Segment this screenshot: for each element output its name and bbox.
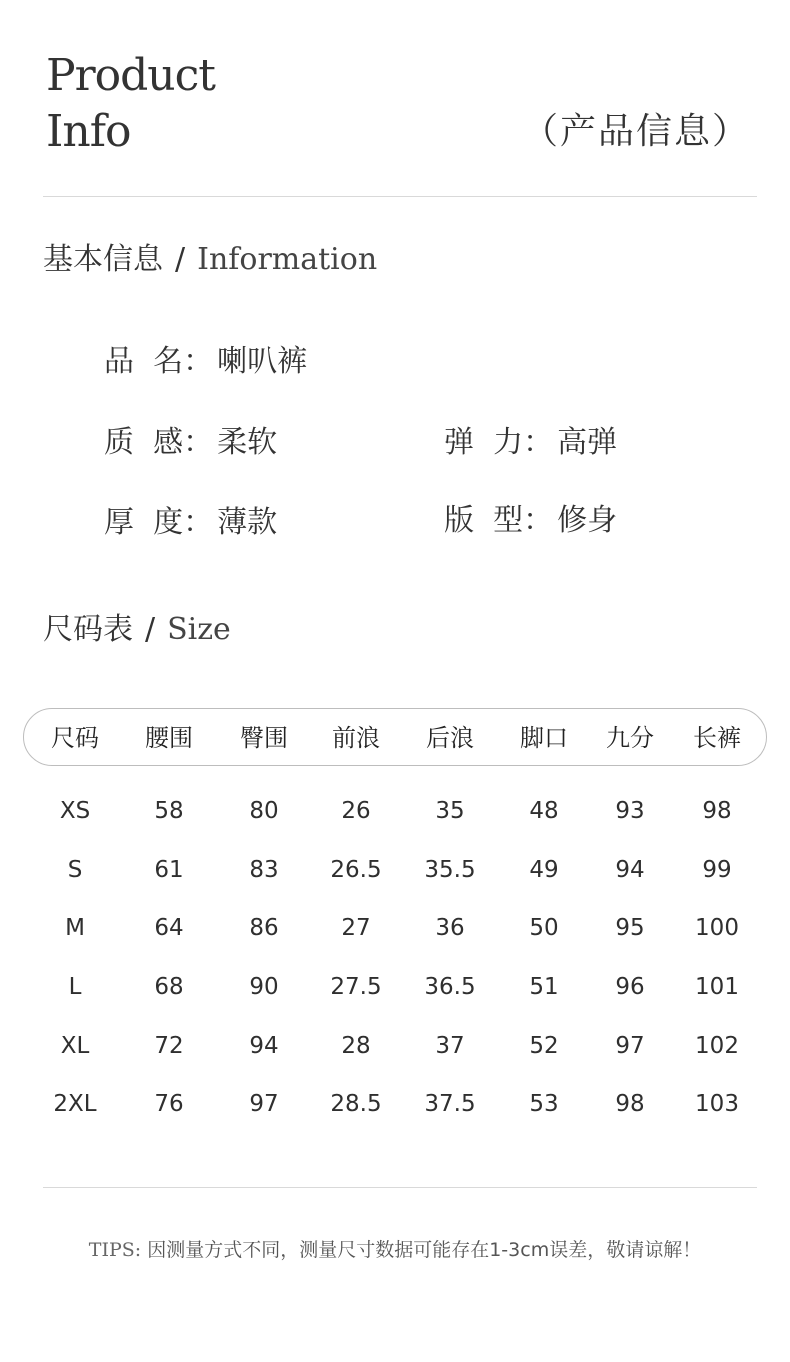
table-cell: 90 — [249, 974, 279, 1000]
info-value: 薄款 — [217, 505, 278, 540]
table-cell: 28.5 — [330, 1091, 382, 1117]
info-item-fit — [444, 501, 617, 541]
table-cell: 48 — [529, 798, 559, 824]
page-title-line-1: Product — [46, 50, 215, 101]
table-cell: 76 — [154, 1091, 184, 1117]
table-cell: 52 — [529, 1033, 559, 1059]
tips-text: 因测量方式不同，测量尺寸数据可能存在1-3cm误差，敬请谅解！ — [141, 1239, 702, 1261]
table-cell: 97 — [249, 1091, 279, 1117]
table-cell: 36 — [435, 915, 465, 941]
info-label: 版 型： — [444, 503, 554, 538]
table-header-cell: 九分 — [606, 724, 654, 752]
table-cell: 102 — [695, 1033, 739, 1059]
basic-info-separator: / — [175, 242, 186, 277]
table-cell: 35.5 — [424, 857, 476, 883]
table-header-cell: 前浪 — [332, 724, 380, 752]
info-label: 品 名： — [104, 344, 214, 379]
info-item-thickness — [104, 503, 277, 543]
table-cell: 98 — [615, 1091, 645, 1117]
tips-note — [0, 1237, 790, 1263]
table-cell: 96 — [615, 974, 645, 1000]
table-cell: 94 — [615, 857, 645, 883]
table-cell: 53 — [529, 1091, 559, 1117]
table-cell: 37 — [435, 1033, 465, 1059]
table-row-size-label: M — [65, 915, 85, 941]
table-row-size-label: 2XL — [53, 1091, 97, 1117]
table-header-cell: 后浪 — [426, 724, 474, 752]
table-row-size-label: S — [67, 857, 83, 883]
table-header-cell: 尺码 — [51, 724, 99, 752]
info-label: 厚 度： — [104, 505, 214, 540]
table-cell: 99 — [702, 857, 732, 883]
table-row-size-label: XS — [59, 798, 91, 824]
table-header-cell: 腰围 — [145, 724, 193, 752]
table-cell: 95 — [615, 915, 645, 941]
table-cell: 26 — [341, 798, 371, 824]
table-cell: 80 — [249, 798, 279, 824]
table-cell: 101 — [695, 974, 739, 1000]
table-cell: 27.5 — [330, 974, 382, 1000]
size-chart-separator: / — [145, 612, 156, 647]
table-cell: 103 — [695, 1091, 739, 1117]
table-cell: 94 — [249, 1033, 279, 1059]
table-row-size-label: XL — [60, 1033, 90, 1059]
table-cell: 58 — [154, 798, 184, 824]
page-title-en — [46, 48, 215, 160]
table-cell: 68 — [154, 974, 184, 1000]
table-cell: 37.5 — [424, 1091, 476, 1117]
table-header-cell: 脚口 — [520, 724, 568, 752]
info-label: 质 感： — [104, 425, 214, 460]
table-row-size-label: L — [68, 974, 82, 1000]
info-value: 修身 — [557, 503, 618, 538]
table-cell: 26.5 — [330, 857, 382, 883]
basic-info-heading — [43, 240, 377, 280]
info-value: 喇叭裤 — [217, 344, 308, 379]
info-item-name — [104, 342, 307, 382]
table-cell: 28 — [341, 1033, 371, 1059]
table-cell: 100 — [695, 915, 739, 941]
info-item-elasticity — [444, 423, 617, 463]
table-cell: 50 — [529, 915, 559, 941]
table-header-cell: 臀围 — [240, 724, 288, 752]
page-title-line-2: Info — [46, 106, 131, 157]
table-cell: 49 — [529, 857, 559, 883]
size-chart-title-en: Size — [167, 612, 231, 647]
table-cell: 35 — [435, 798, 465, 824]
size-chart-heading — [43, 610, 231, 650]
table-cell: 61 — [154, 857, 184, 883]
bottom-divider — [43, 1187, 757, 1188]
table-cell: 51 — [529, 974, 559, 1000]
info-value: 高弹 — [557, 425, 618, 460]
table-cell: 64 — [154, 915, 184, 941]
table-cell: 27 — [341, 915, 371, 941]
table-cell: 98 — [702, 798, 732, 824]
tips-label: TIPS: — [88, 1239, 142, 1261]
info-value: 柔软 — [217, 425, 278, 460]
table-cell: 36.5 — [424, 974, 476, 1000]
table-cell: 86 — [249, 915, 279, 941]
info-label: 弹 力： — [444, 425, 554, 460]
info-item-texture — [104, 423, 277, 463]
table-cell: 97 — [615, 1033, 645, 1059]
table-cell: 72 — [154, 1033, 184, 1059]
size-chart-title-cn: 尺码表 — [43, 612, 133, 647]
top-divider — [43, 196, 757, 197]
table-cell: 93 — [615, 798, 645, 824]
page-title-cn: （产品信息） — [521, 111, 750, 152]
basic-info-title-cn: 基本信息 — [43, 242, 163, 277]
table-header-cell: 长裤 — [693, 724, 741, 752]
basic-info-title-en: Information — [197, 242, 378, 277]
table-cell: 83 — [249, 857, 279, 883]
